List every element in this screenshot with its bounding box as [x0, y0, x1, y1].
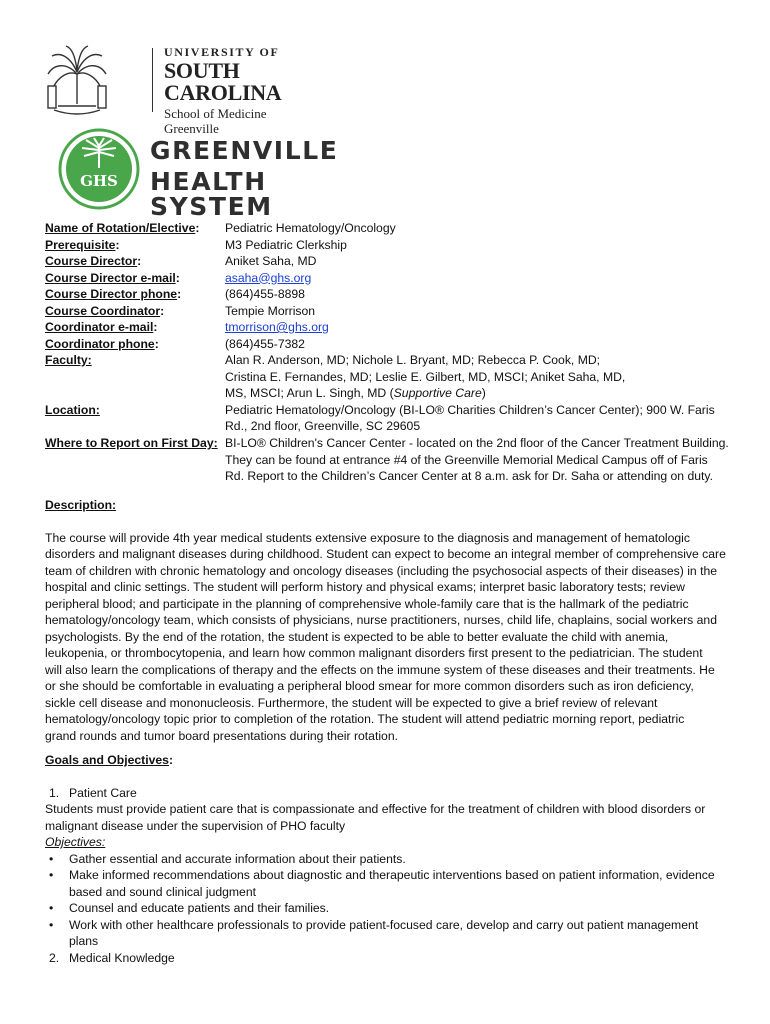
- coordinator-phone-value: (864)455-7382: [225, 336, 305, 351]
- goal-item-1: 1. Patient Care: [49, 785, 137, 800]
- description-section: [45, 497, 735, 744]
- faculty-line-1: Alan R. Anderson, MD; Nichole L. Bryant, MD; Rebecca P. Cook, MD;: [225, 353, 601, 367]
- info-row-location: [45, 402, 735, 435]
- ghs-line-2: HEALTH SYSTEM: [150, 167, 273, 221]
- description-line: The course will provide 4th year medical students extensive exposure to the diagnosis and management of hematologic: [45, 530, 690, 545]
- description-line: leukopenia, or thrombocytopenia, and learn how common malignant disorders first present to the pediatrician. The student: [45, 646, 703, 660]
- director-value: Aniket Saha, MD: [225, 254, 317, 268]
- coordinator-phone-label: Coordinator phone: [45, 336, 155, 351]
- ghs-wordmark: [150, 138, 378, 219]
- description-body: [45, 530, 735, 745]
- report-line-3: Rd. Report to the Children’s Cancer Center at 8 a.m. ask for Dr. Saha or attending on duty.: [225, 469, 713, 483]
- usc-logo: [44, 44, 314, 136]
- location-label: Location:: [45, 402, 100, 417]
- location-line-2: Rd., 2nd floor, Greenville, SC 29605: [225, 419, 421, 433]
- description-line: hematology/oncology team, which consists of physicians, nurse practitioners, nurses, child life, chaplains, social workers and: [45, 613, 717, 627]
- faculty-value: [225, 352, 735, 402]
- report-value: [225, 435, 735, 485]
- usc-line-3: School of Medicine: [164, 106, 267, 121]
- ghs-line-1: GREENVILLE: [150, 136, 339, 165]
- coordinator-value: Tempie Morrison: [225, 303, 316, 318]
- usc-line-2: SOUTH CAROLINA: [164, 58, 282, 105]
- usc-line-1: UNIVERSITY OF: [164, 45, 280, 59]
- director-label: Course Director: [45, 254, 138, 268]
- description-heading: Description:: [45, 498, 117, 512]
- report-line-1: BI-LO® Children's Cancer Center - located on the 2nd floor of the Cancer Treatment Building.: [225, 436, 729, 450]
- ghs-palm-badge-icon: [58, 128, 140, 210]
- description-line: hematology/oncology topic prior to completion of the rotation. The student will attend pediatric morning report, pediatric: [45, 712, 685, 726]
- faculty-line-3: MS, MSCI; Arun L. Singh, MD (Supportive Care): [225, 386, 486, 400]
- usc-wordmark: [164, 46, 314, 135]
- objectives-list: [45, 851, 735, 950]
- info-row-coordinator: Course Coordinator: Tempie Morrison: [45, 303, 735, 320]
- ghs-logo: [58, 128, 378, 221]
- director-email-link[interactable]: asaha@ghs.org: [225, 270, 312, 285]
- info-row-director: Course Director: Aniket Saha, MD: [45, 253, 735, 270]
- info-row-report: [45, 435, 735, 485]
- description-line: hospital and clinic settings. The student will perform history and physical exams; interpret basic laboratory tests; review: [45, 580, 685, 594]
- info-row-director-email: Course Director e-mail: asaha@ghs.org: [45, 270, 312, 285]
- objective-item: • Work with other healthcare professionals to provide patient-focused care, develop and carry out patient management plans: [45, 917, 735, 950]
- director-phone-label: Course Director phone: [45, 287, 178, 301]
- goals-section: [45, 752, 735, 966]
- rotation-label: Name of Rotation/Elective: [45, 221, 196, 235]
- info-row-coordinator-email: Coordinator e-mail: tmorrison@ghs.org: [45, 320, 329, 334]
- description-line: grand rounds and tumor board presentations during their rotation.: [45, 728, 398, 743]
- prereq-value: M3 Pediatric Clerkship: [225, 237, 347, 252]
- faculty-line-2: Cristina E. Fernandes, MD; Leslie E. Gilbert, MD, MSCI; Aniket Saha, MD,: [225, 369, 626, 384]
- description-line: psychologists. By the end of the rotation, the student is expected to be able to better evaluate the child with anemia,: [45, 629, 669, 644]
- coordinator-label: Course Coordinator: [45, 303, 161, 318]
- prereq-label: Prerequisite: [45, 237, 116, 252]
- objective-item: • Counsel and educate patients and their families.: [45, 900, 735, 917]
- objective-item: • Make informed recommendations about diagnostic and therapeutic interventions based on patient information, evidence based and sound clinical judgment: [45, 867, 735, 900]
- info-row-rotation: Name of Rotation/Elective: Pediatric Hematology/Oncology: [45, 220, 735, 237]
- objective-item: • Gather essential and accurate information about their patients.: [45, 851, 735, 868]
- goal-item-2: 2. Medical Knowledge: [49, 950, 175, 965]
- info-row-faculty: [45, 352, 735, 402]
- info-row-coordinator-phone: Coordinator phone: (864)455-7382: [45, 336, 735, 353]
- course-info: [45, 220, 735, 485]
- description-line: team of children with chronic hematology and oncology diseases (including the psychosocial aspects of their diseases) in the: [45, 563, 718, 578]
- goal-1-text-line-2: malignant disease under the supervision of PHO faculty: [45, 818, 346, 833]
- objectives-label: Objectives:: [45, 835, 106, 849]
- logo-divider: [152, 48, 153, 112]
- description-line: or she should be comfortable in evaluating a peripheral blood smear for more common disorders such as iron deficiency,: [45, 679, 694, 693]
- location-line-1: Pediatric Hematology/Oncology (BI-LO® Charities Children’s Cancer Center); 900 W. Faris: [225, 402, 715, 417]
- location-value: [225, 402, 735, 435]
- description-line: will also learn the complications of therapy and the effects on the immune system of these diseases and their treatments. He: [45, 662, 715, 677]
- goals-heading: Goals and Objectives:: [45, 753, 174, 767]
- director-email-label: Course Director e-mail: [45, 270, 176, 285]
- report-label: Where to Report on First Day:: [45, 436, 218, 450]
- description-line: sickle cell disease and mononucleosis. Furthermore, the student will be expected to give a brief review of relevant: [45, 695, 658, 710]
- info-row-prereq: Prerequisite: M3 Pediatric Clerkship: [45, 237, 735, 254]
- director-phone-value: (864)455-8898: [225, 287, 305, 301]
- report-line-2: They can be found at entrance #4 of the Greenville Memorial Medical Campus off of Faris: [225, 452, 708, 467]
- coordinator-email-label: Coordinator e-mail: [45, 320, 154, 334]
- description-line: peripheral blood; and participate in the planning of comprehensive whole-family care that is the hallmark of the pediatric: [45, 596, 689, 611]
- ghs-badge-text: GHS: [80, 172, 118, 190]
- faculty-label: Faculty:: [45, 353, 92, 367]
- description-line: disorders and malignant diseases during childhood. Student can expect to become an integral member of comprehensive care: [45, 547, 726, 561]
- usc-line-4: Greenville: [164, 121, 219, 136]
- goal-1-text-line-1: Students must provide patient care that is compassionate and effective for the treatment of children with blood disorders or: [45, 802, 706, 816]
- info-row-director-phone: Course Director phone: (864)455-8898: [45, 286, 735, 303]
- rotation-value: Pediatric Hematology/Oncology: [225, 221, 396, 235]
- coordinator-email-link[interactable]: tmorrison@ghs.org: [225, 320, 329, 334]
- palmetto-seal-icon: [44, 44, 110, 116]
